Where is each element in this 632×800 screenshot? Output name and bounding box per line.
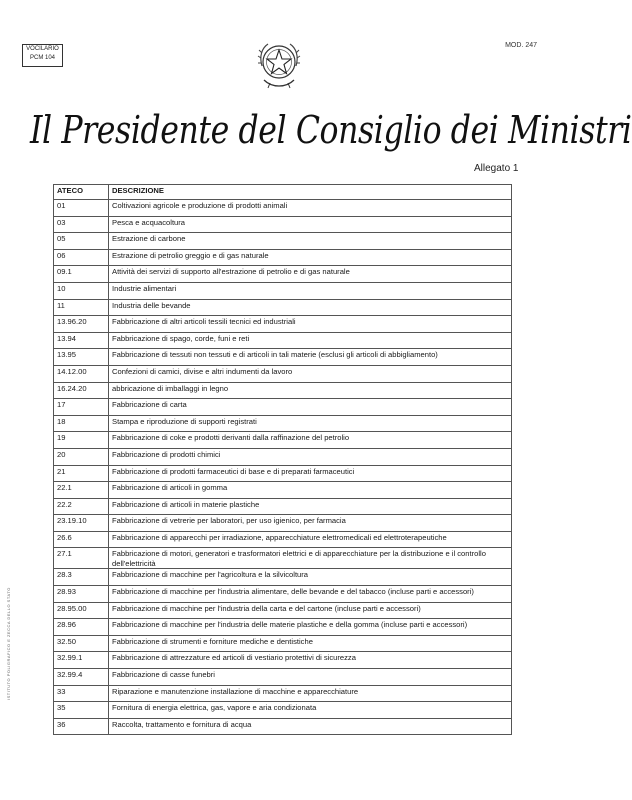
- ateco-code: 18: [54, 415, 109, 432]
- ateco-code: 35: [54, 702, 109, 719]
- ateco-description: Fabbricazione di macchine per l'agricoltura e la silvicoltura: [109, 569, 512, 586]
- allegato-label: Allegato 1: [474, 163, 519, 174]
- ateco-description: Fabbricazione di altri articoli tessili tecnici ed industriali: [109, 316, 512, 333]
- ateco-code: 26.6: [54, 531, 109, 548]
- ateco-code: 03: [54, 216, 109, 233]
- ateco-code: 09.1: [54, 266, 109, 283]
- ateco-description: Fabbricazione di prodotti chimici: [109, 448, 512, 465]
- ateco-code: 16.24.20: [54, 382, 109, 399]
- stamp-line-1: VOCILARIO: [26, 46, 59, 52]
- table-row: [54, 216, 512, 233]
- ateco-code: 33: [54, 685, 109, 702]
- ateco-description: Fabbricazione di strumenti e forniture mediche e dentistiche: [109, 635, 512, 652]
- ateco-description: Riparazione e manutenzione installazione di macchine e apparecchiature: [109, 685, 512, 702]
- ateco-code: 28.93: [54, 586, 109, 603]
- ateco-code: 13.96.20: [54, 316, 109, 333]
- ateco-code: 22.2: [54, 498, 109, 515]
- ateco-code: 28.3: [54, 569, 109, 586]
- ateco-description: Industria delle bevande: [109, 299, 512, 316]
- table-row: [54, 399, 512, 416]
- ateco-description: Industrie alimentari: [109, 282, 512, 299]
- ateco-description: Fabbricazione di motori, generatori e trasformatori elettrici e di apparecchiature per la distribuzione e il controllo dell'elettricità: [109, 548, 512, 569]
- table-row: [54, 685, 512, 702]
- table-header-row: [54, 185, 512, 200]
- table-row: [54, 498, 512, 515]
- ateco-description: Fabbricazione di coke e prodotti derivanti dalla raffinazione del petrolio: [109, 432, 512, 449]
- ateco-code: 21: [54, 465, 109, 482]
- ateco-description: Fabbricazione di attrezzature ed articoli di vestiario protettivi di sicurezza: [109, 652, 512, 669]
- ateco-description: Stampa e riproduzione di supporti registrati: [109, 415, 512, 432]
- table-row: [54, 448, 512, 465]
- ateco-description: Confezioni di camici, divise e altri indumenti da lavoro: [109, 365, 512, 382]
- table-row: [54, 635, 512, 652]
- ateco-code: 23.19.10: [54, 515, 109, 532]
- table-row: [54, 299, 512, 316]
- ateco-description: Estrazione di carbone: [109, 233, 512, 250]
- ateco-code: 32.99.4: [54, 669, 109, 686]
- ateco-description: Raccolta, trattamento e fornitura di acqua: [109, 718, 512, 735]
- ateco-description: Fabbricazione di macchine per l'industria della carta e del cartone (incluse parti e accessori): [109, 602, 512, 619]
- table-row: [54, 702, 512, 719]
- ateco-code: 32.50: [54, 635, 109, 652]
- ateco-description: Fabbricazione di carta: [109, 399, 512, 416]
- table-row: [54, 569, 512, 586]
- ateco-code: 28.95.00: [54, 602, 109, 619]
- ateco-code: 17: [54, 399, 109, 416]
- table-row: [54, 669, 512, 686]
- ateco-description: Fabbricazione di prodotti farmaceutici di base e di preparati farmaceutici: [109, 465, 512, 482]
- mod-label: MOD. 247: [505, 42, 537, 49]
- table-row: [54, 282, 512, 299]
- table-row: [54, 482, 512, 499]
- table-row: [54, 465, 512, 482]
- header-ateco: ATECO: [54, 185, 109, 200]
- table-row: [54, 415, 512, 432]
- ateco-description: Coltivazioni agricole e produzione di prodotti animali: [109, 200, 512, 217]
- table-row: [54, 382, 512, 399]
- ateco-code: 13.95: [54, 349, 109, 366]
- ateco-code: 20: [54, 448, 109, 465]
- ateco-description: Fornitura di energia elettrica, gas, vapore e aria condizionata: [109, 702, 512, 719]
- ateco-code: 22.1: [54, 482, 109, 499]
- ateco-code: 13.94: [54, 332, 109, 349]
- table-row: [54, 365, 512, 382]
- table-row: [54, 349, 512, 366]
- table-row: [54, 531, 512, 548]
- ateco-description: Attività dei servizi di supporto all'estrazione di petrolio e di gas naturale: [109, 266, 512, 283]
- ateco-description: Fabbricazione di macchine per l'industria alimentare, delle bevande e del tabacco (incluse parti e accessori): [109, 586, 512, 603]
- page-title: Il Presidente del Consiglio dei Ministri: [30, 108, 632, 152]
- table-row: [54, 515, 512, 532]
- ateco-code: 19: [54, 432, 109, 449]
- ateco-description: abbricazione di imballaggi in legno: [109, 382, 512, 399]
- ateco-code: 27.1: [54, 548, 109, 569]
- table-row: [54, 332, 512, 349]
- table-row: [54, 266, 512, 283]
- ateco-code: 36: [54, 718, 109, 735]
- header-descrizione: DESCRIZIONE: [109, 185, 512, 200]
- ateco-code: 11: [54, 299, 109, 316]
- ateco-description: Fabbricazione di casse funebri: [109, 669, 512, 686]
- ateco-description: Fabbricazione di tessuti non tessuti e di articoli in tali materie (esclusi gli articoli di abbigliamento): [109, 349, 512, 366]
- ateco-code: 28.96: [54, 619, 109, 636]
- table-row: [54, 718, 512, 735]
- table-row: [54, 548, 512, 569]
- side-watermark-text: ISTITUTO POLIGRAFICO E ZECCA DELLO STATO: [6, 587, 11, 700]
- table-row: [54, 432, 512, 449]
- ateco-description: Fabbricazione di vetrerie per laboratori, per uso igienico, per farmacia: [109, 515, 512, 532]
- table-row: [54, 602, 512, 619]
- table-row: [54, 652, 512, 669]
- table-row: [54, 316, 512, 333]
- ateco-description: Fabbricazione di articoli in gomma: [109, 482, 512, 499]
- table-row: [54, 233, 512, 250]
- ateco-code: 06: [54, 249, 109, 266]
- ateco-code: 14.12.00: [54, 365, 109, 382]
- table-row: [54, 200, 512, 217]
- stamp-box: [22, 44, 63, 67]
- ateco-code: 05: [54, 233, 109, 250]
- table-row: [54, 249, 512, 266]
- ateco-code: 01: [54, 200, 109, 217]
- stamp-line-2: PCM 104: [29, 55, 55, 61]
- ateco-code: 10: [54, 282, 109, 299]
- table-row: [54, 619, 512, 636]
- ateco-description: Estrazione di petrolio greggio e di gas naturale: [109, 249, 512, 266]
- ateco-description: Pesca e acquacoltura: [109, 216, 512, 233]
- ateco-description: Fabbricazione di apparecchi per irradiazione, apparecchiature elettromedicali ed elettroterapeutiche: [109, 531, 512, 548]
- republic-emblem-icon: [254, 36, 304, 92]
- table-row: [54, 586, 512, 603]
- ateco-table: [53, 184, 512, 735]
- ateco-description: Fabbricazione di articoli in materie plastiche: [109, 498, 512, 515]
- ateco-code: 32.99.1: [54, 652, 109, 669]
- ateco-description: Fabbricazione di spago, corde, funi e reti: [109, 332, 512, 349]
- ateco-description: Fabbricazione di macchine per l'industria delle materie plastiche e della gomma (incluse parti e accessori): [109, 619, 512, 636]
